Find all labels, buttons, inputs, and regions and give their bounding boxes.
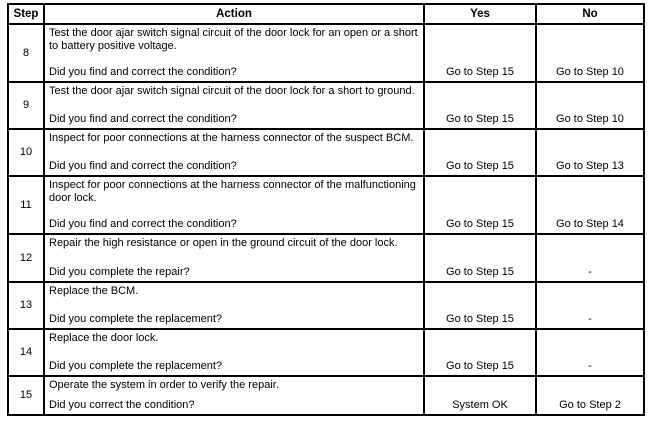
no-cell <box>536 376 644 415</box>
step-cell <box>8 282 44 329</box>
step-number: 8 <box>22 46 30 59</box>
action-cell <box>44 82 424 129</box>
action-cell <box>44 376 424 415</box>
action-cell <box>44 176 424 234</box>
yes-value: Go to Step 15 <box>446 218 514 230</box>
column-header-action: Action <box>44 4 424 24</box>
yes-cell <box>424 376 536 415</box>
no-cell <box>536 24 644 82</box>
yes-value: Go to Step 15 <box>446 66 514 78</box>
yes-value: Go to Step 15 <box>446 113 514 125</box>
header-row <box>8 4 644 24</box>
no-value: Go to Step 2 <box>559 399 621 411</box>
question-text: Did you find and correct the condition? <box>49 218 237 230</box>
table-body <box>8 24 644 415</box>
yes-cell <box>424 234 536 282</box>
step-number: 11 <box>20 198 32 211</box>
no-value: - <box>588 313 592 325</box>
action-cell <box>44 329 424 376</box>
action-text: Test the door ajar switch signal circuit of the door lock for an open or a short to battery positive voltage. <box>49 27 418 52</box>
table-row <box>8 176 644 234</box>
step-cell <box>8 376 44 415</box>
table-row <box>8 129 644 176</box>
column-header-yes: Yes <box>424 4 536 24</box>
step-number: 14 <box>19 346 33 358</box>
table-row <box>8 234 644 282</box>
step-number: 9 <box>22 99 30 111</box>
step-number: 15 <box>19 389 33 401</box>
question-text: Did you find and correct the condition? <box>49 160 237 172</box>
no-cell <box>536 234 644 282</box>
step-cell <box>8 129 44 176</box>
no-cell <box>536 129 644 176</box>
question-text: Did you find and correct the condition? <box>49 66 237 78</box>
step-cell <box>8 234 44 282</box>
step-number: 13 <box>19 299 33 311</box>
action-text: Inspect for poor connections at the harness connector of the malfunctioning door lock. <box>49 179 416 204</box>
yes-cell <box>424 176 536 234</box>
action-text: Replace the BCM. <box>49 285 139 297</box>
question-text: Did you complete the repair? <box>49 266 190 278</box>
no-cell <box>536 82 644 129</box>
yes-cell <box>424 82 536 129</box>
action-text: Operate the system in order to verify the repair. <box>49 379 279 391</box>
action-cell <box>44 234 424 282</box>
column-header-no: No <box>536 4 644 24</box>
yes-cell <box>424 24 536 82</box>
no-value: - <box>588 360 592 372</box>
no-value: Go to Step 10 <box>556 113 624 125</box>
yes-cell <box>424 329 536 376</box>
question-text: Did you correct the condition? <box>49 399 195 411</box>
yes-value: System OK <box>452 399 508 411</box>
action-cell <box>44 282 424 329</box>
no-cell <box>536 329 644 376</box>
table-row <box>8 24 644 82</box>
table-row <box>8 282 644 329</box>
yes-value: Go to Step 15 <box>446 360 514 372</box>
yes-cell <box>424 282 536 329</box>
action-text: Inspect for poor connections at the harness connector of the suspect BCM. <box>49 132 414 144</box>
question-text: Did you find and correct the condition? <box>49 113 237 125</box>
yes-cell <box>424 129 536 176</box>
table-row <box>8 329 644 376</box>
no-value: Go to Step 13 <box>556 160 624 172</box>
no-value: Go to Step 10 <box>556 66 624 78</box>
no-cell <box>536 176 644 234</box>
yes-value: Go to Step 15 <box>446 266 514 278</box>
step-cell <box>8 24 44 82</box>
table-row <box>8 82 644 129</box>
step-number: 12 <box>19 251 33 264</box>
step-cell <box>8 82 44 129</box>
table-row <box>8 376 644 415</box>
question-text: Did you complete the replacement? <box>49 313 223 325</box>
action-cell <box>44 129 424 176</box>
diagnostic-table <box>7 3 645 416</box>
question-text: Did you complete the replacement? <box>49 360 223 372</box>
step-number: 10 <box>19 146 33 158</box>
no-cell <box>536 282 644 329</box>
action-text: Replace the door lock. <box>49 332 159 344</box>
yes-value: Go to Step 15 <box>446 160 514 172</box>
step-cell <box>8 329 44 376</box>
no-value: Go to Step 14 <box>556 218 624 230</box>
yes-value: Go to Step 15 <box>446 313 514 325</box>
action-cell <box>44 24 424 82</box>
action-text: Test the door ajar switch signal circuit of the door lock for a short to ground. <box>49 85 415 97</box>
no-value: - <box>588 266 592 278</box>
column-header-step: Step <box>8 4 44 24</box>
step-cell <box>8 176 44 234</box>
action-text: Repair the high resistance or open in the ground circuit of the door lock. <box>49 237 398 249</box>
